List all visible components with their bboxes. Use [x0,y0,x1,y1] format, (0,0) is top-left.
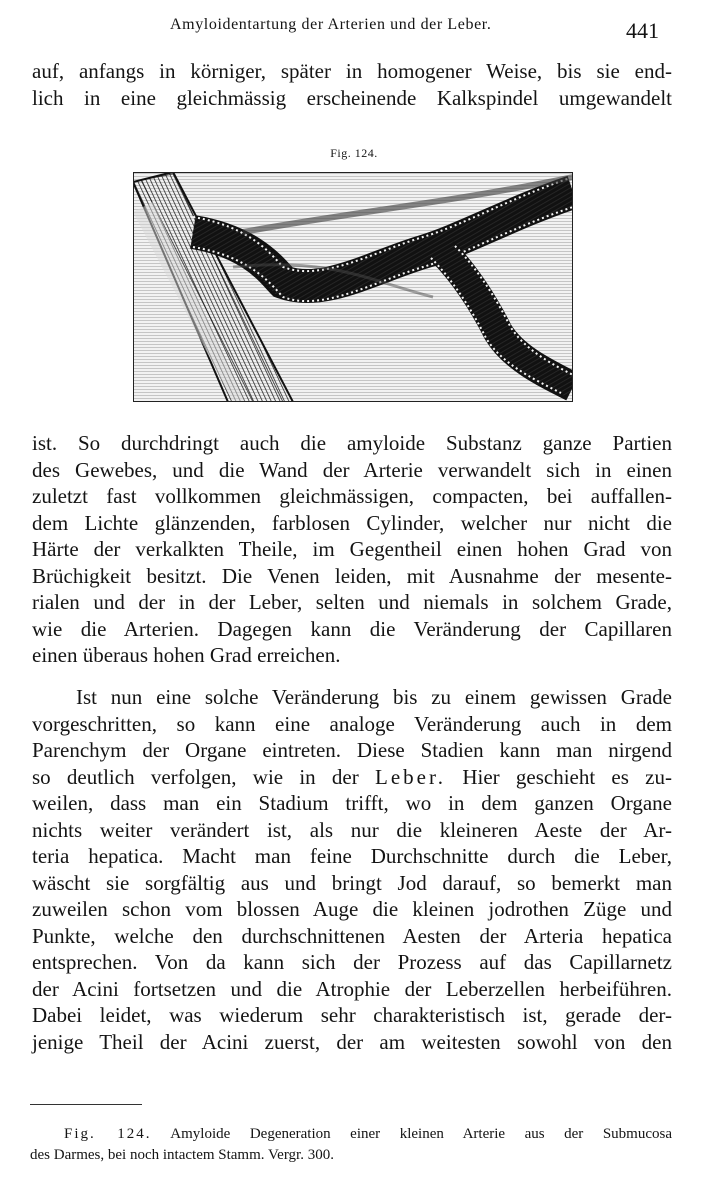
text-fragment: Hier geschieht es zu- [462,764,672,789]
text-line: zuweilen schon vom blossen Auge die kleinen jodrothen Züge und [32,897,672,921]
caption-line: des Darmes, bei noch intactem Stamm. Vergr. 300. [30,1147,334,1163]
caption-figure-ref: Fig. 124. [64,1126,152,1142]
running-title: Amyloidentartung der Arterien und der Leber. [170,16,492,33]
figure-label: Fig. 124. [330,146,378,160]
paragraph-continued [32,58,672,111]
text-line: entsprechen. Von da kann sich der Prozess auf das Capillarnetz [32,950,672,974]
text-line: vorgeschritten, so kann eine analoge Veränderung auch in dem [32,711,672,736]
text-line: Brüchigkeit besitzt. Die Venen leiden, mit Ausnahme der mesente- [32,563,672,588]
text-line: jenige Theil der Acini zuerst, der am weitesten sowohl von den [32,1029,672,1054]
text-line: Ist nun eine solche Veränderung bis zu einem gewissen Grade [76,685,672,709]
figure-caption [30,1124,672,1166]
text-line: weilen, dass man ein Stadium trifft, wo in dem ganzen Organe [32,791,672,815]
text-line: zuletzt fast vollkommen gleichmässigen, compacten, bei auffallen- [32,484,672,508]
text-line: lich in eine gleichmässig erscheinende Kalkspindel umgewandelt [32,85,672,110]
page-number: 441 [626,18,659,43]
running-header [0,12,708,42]
text-line [32,764,672,791]
text-line: wie die Arterien. Dagegen kann die Veränderung der Capillaren [32,616,672,641]
text-line: Punkte, welche den durchschnittenen Aesten der Arteria hepatica [32,923,672,948]
text-line: des Gewebes, und die Wand der Arterie verwandelt sich in einen [32,457,672,482]
text-line: wäscht sie sorgfältig aus und bringt Jod darauf, so bemerkt man [32,870,672,895]
text-line: der Acini fortsetzen und die Atrophie der Leberzellen herbeiführen. [32,976,672,1001]
text-line: einen überaus hohen Grad erreichen. [32,643,341,667]
text-line: nichts weiter verändert ist, als nur die kleineren Aeste der Ar- [32,817,672,842]
text-fragment: so deutlich verfolgen, wie in der [32,764,359,789]
text-line: Dabei leidet, was wiederum sehr charakteristisch ist, gerade der- [32,1003,672,1027]
text-line: rialen und der in der Leber, selten und niemals in solchem Grade, [32,590,672,614]
footnote-rule [30,1104,142,1105]
text-line: Parenchym der Organe eintreten. Diese Stadien kann man nirgend [32,738,672,762]
paragraph-liver [32,684,672,1055]
text-line: auf, anfangs in körniger, später in homogener Weise, bis sie end- [32,59,672,83]
figure-illustration [133,172,573,402]
caption-line [30,1124,672,1145]
emphasis-leber: Leber. [375,764,447,789]
text-line: dem Lichte glänzenden, farblosen Cylinder, welcher nur nicht die [32,510,672,535]
text-line: ist. So durchdringt auch die amyloide Substanz ganze Partien [32,431,672,455]
paragraph-amyloid-substance [32,430,672,669]
text-line: teria hepatica. Macht man feine Durchschnitte durch die Leber, [32,844,672,868]
text-line: Härte der verkalkten Theile, im Gegentheil einen hohen Grad von [32,537,672,561]
caption-text: Amyloide Degeneration einer kleinen Arterie aus der Submucosa [170,1126,672,1142]
artery-engraving [133,172,573,402]
